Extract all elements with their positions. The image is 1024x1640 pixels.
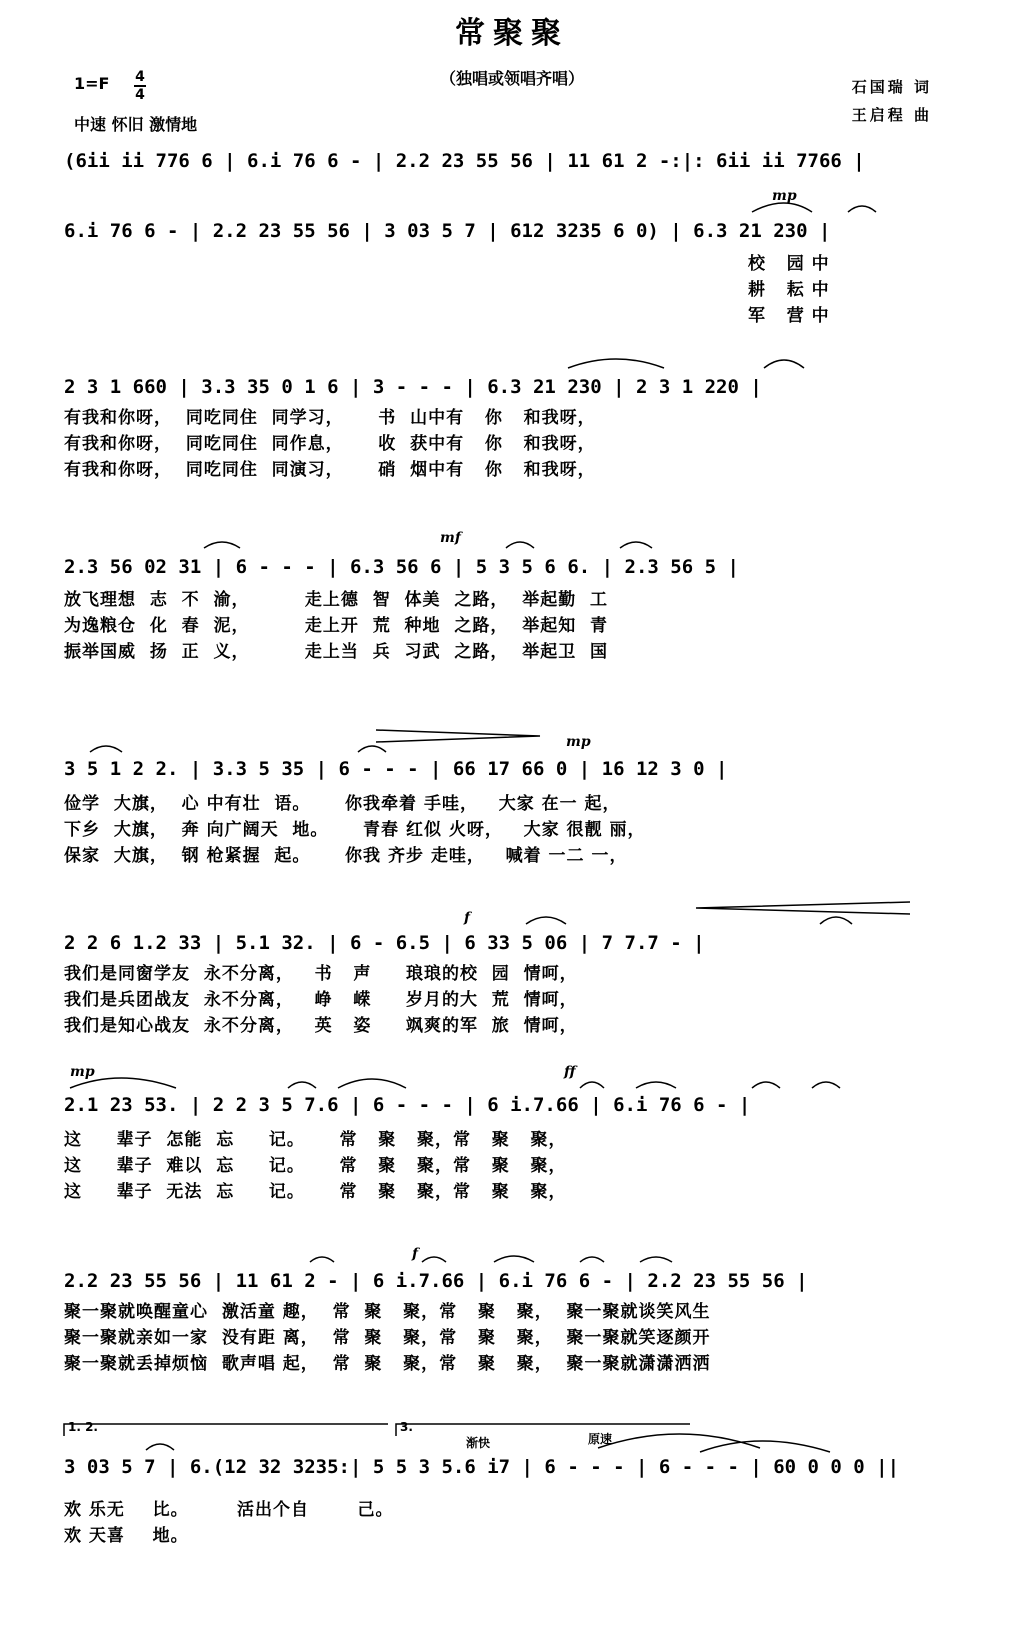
lyric-5-3: 保家 大旗， 钢 枪紧握 起。 你我 齐步 走哇， 喊着 一二 一， — [64, 846, 628, 866]
lyric-5-2: 下乡 大旗， 奔 向广阔天 地。 青春 红似 火呀， 大家 很靓 丽， — [64, 820, 646, 840]
notation-line-2: 6.i 76 6 - | 2.2 23 55 56 | 3 03 5 7 | 612 3235 6 0) | 6.3 21 230 | — [64, 220, 831, 242]
lyric-9-2: 欢 天喜 地。 — [64, 1526, 189, 1546]
dynamic-ff: ff — [564, 1064, 576, 1080]
slur — [204, 542, 240, 548]
slur — [598, 1434, 760, 1448]
slur — [580, 1257, 604, 1262]
lyric-6-2: 我们是兵团战友 永不分离， 峥 嵘 岁月的大 荒 情呵， — [64, 990, 578, 1010]
dynamic-mp-3: mp — [70, 1064, 95, 1080]
lyric-5-1: 俭学 大旗， 心 中有壮 语。 你我牵着 手哇， 大家 在一 起， — [64, 794, 621, 814]
lyric-7-2: 这 辈子 难以 忘 记。 常 聚 聚，常 聚 聚， — [64, 1156, 567, 1176]
slur — [848, 206, 876, 212]
lyric-6-3: 我们是知心战友 永不分离， 英 姿 飒爽的军 旅 情呵， — [64, 1016, 578, 1036]
slur — [812, 1082, 840, 1088]
lyric-7-1: 这 辈子 怎能 忘 记。 常 聚 聚，常 聚 聚， — [64, 1130, 567, 1150]
song-title: 常聚聚 — [455, 16, 569, 51]
notation-line-6: 2 2 6 1.2 33 | 5.1 32. | 6 - 6.5 | 6 33 5 06 | 7 7.7 - | — [64, 932, 705, 954]
notation-line-3: 2 3 1 660 | 3.3 35 0 1 6 | 3 - - - | 6.3 21 230 | 2 3 1 220 | — [64, 376, 762, 398]
slur — [310, 1257, 334, 1262]
notation-line-9: 3 03 5 7 | 6.(12 32 3235:| 5 5 3 5.6 i7 | 6 - - - | 6 - - - | 60 0 0 0 || — [64, 1456, 900, 1478]
volta-third-ending: 3. — [400, 1420, 413, 1434]
slur — [764, 360, 804, 368]
lyric-7-3: 这 辈子 无法 忘 记。 常 聚 聚，常 聚 聚， — [64, 1182, 567, 1202]
slur — [700, 1441, 830, 1452]
lyric-8-2: 聚一聚就亲如一家 没有距 离， 常 聚 聚，常 聚 聚， 聚一聚就笑逐颜开 — [64, 1328, 711, 1348]
slur — [90, 746, 122, 752]
dynamic-mf: mf — [440, 530, 461, 546]
lyric-8-3: 聚一聚就丢掉烦恼 歌声唱 起， 常 聚 聚，常 聚 聚， 聚一聚就潇潇洒洒 — [64, 1354, 711, 1374]
volta-bracket-first — [64, 1424, 388, 1436]
slur — [640, 1257, 672, 1262]
slur — [620, 542, 652, 548]
notation-line-5: 3 5 1 2 2. | 3.3 5 35 | 6 - - - | 66 17 66 0 | 16 12 3 0 | — [64, 758, 728, 780]
dynamic-f-2: f — [412, 1246, 419, 1262]
a-tempo-marking: 原速 — [588, 1432, 613, 1446]
performance-note: （独唱或领唱齐唱） — [439, 69, 584, 88]
lyric-9-1: 欢 乐无 比。 活出个自 己。 — [64, 1500, 394, 1520]
slur — [820, 917, 852, 924]
lyricist-credit: 石国瑞 词 — [851, 78, 932, 96]
notation-line-8: 2.2 23 55 56 | 11 61 2 - | 6 i.7.66 | 6.i 76 6 - | 2.2 23 55 56 | — [64, 1270, 808, 1292]
notation-line-7: 2.1 23 53. | 2 2 3 5 7.6 | 6 - - - | 6 i.7.66 | 6.i 76 6 - | — [64, 1094, 751, 1116]
lyric-2-3: 军 营 中 — [748, 306, 830, 326]
crescendo-hairpin — [376, 730, 540, 742]
time-signature-bottom: 4 — [135, 87, 145, 103]
lyric-3-3: 有我和你呀， 同吃同住 同演习， 硝 烟中有 你 和我呀， — [64, 460, 596, 480]
tempo-marking: 中速 怀旧 激情地 — [74, 115, 198, 134]
slur — [288, 1082, 316, 1088]
slur — [338, 1079, 406, 1088]
dynamic-mp-2: mp — [566, 734, 591, 750]
notation-line-4: 2.3 56 02 31 | 6 - - - | 6.3 56 6 | 5 3 5 6 6. | 2.3 56 5 | — [64, 556, 739, 578]
slur — [70, 1078, 176, 1088]
slur — [752, 203, 812, 212]
lyric-4-3: 振举国威 扬 正 义， 走上当 兵 习武 之路， 举起卫 国 — [64, 642, 609, 662]
key-signature: 1=F — [74, 74, 110, 93]
slur — [358, 746, 386, 752]
slur — [580, 1082, 604, 1088]
decrescendo-hairpin — [696, 902, 910, 914]
slur — [146, 1444, 174, 1450]
lyric-2-2: 耕 耘 中 — [748, 280, 830, 300]
volta-first-ending: 1. 2. — [68, 1420, 98, 1434]
composer-credit: 王启程 曲 — [851, 106, 932, 124]
lyric-4-1: 放飞理想 志 不 渝， 走上德 智 体美 之路， 举起勤 工 — [64, 590, 609, 610]
slur — [494, 1256, 534, 1262]
notation-line-1: (6ii ii 776 6 | 6.i 76 6 - | 2.2 23 55 56 | 11 61 2 -:|: 6ii ii 7766 | — [64, 150, 865, 172]
lyric-3-2: 有我和你呀， 同吃同住 同作息， 收 获中有 你 和我呀， — [64, 434, 596, 454]
lyric-8-1: 聚一聚就唤醒童心 激活童 趣， 常 聚 聚，常 聚 聚， 聚一聚就谈笑风生 — [64, 1302, 711, 1322]
slur — [526, 917, 566, 924]
slur — [422, 1257, 446, 1262]
slur — [636, 1082, 676, 1088]
lyric-4-2: 为逸粮仓 化 春 泥， 走上开 荒 种地 之路， 举起知 青 — [64, 616, 609, 636]
slur — [568, 359, 664, 368]
slur — [752, 1082, 780, 1088]
lyric-3-1: 有我和你呀， 同吃同住 同学习， 书 山中有 你 和我呀， — [64, 408, 596, 428]
time-signature-top: 4 — [135, 69, 145, 85]
dynamic-mp-1: mp — [772, 188, 797, 204]
volta-bracket-third — [396, 1424, 690, 1436]
lyric-6-1: 我们是同窗学友 永不分离， 书 声 琅琅的校 园 情呵， — [64, 964, 578, 984]
accelerando-marking: 渐快 — [466, 1436, 491, 1450]
dynamic-f-1: f — [464, 910, 471, 926]
lyric-2-1: 校 园 中 — [748, 254, 830, 274]
slur — [506, 542, 534, 548]
